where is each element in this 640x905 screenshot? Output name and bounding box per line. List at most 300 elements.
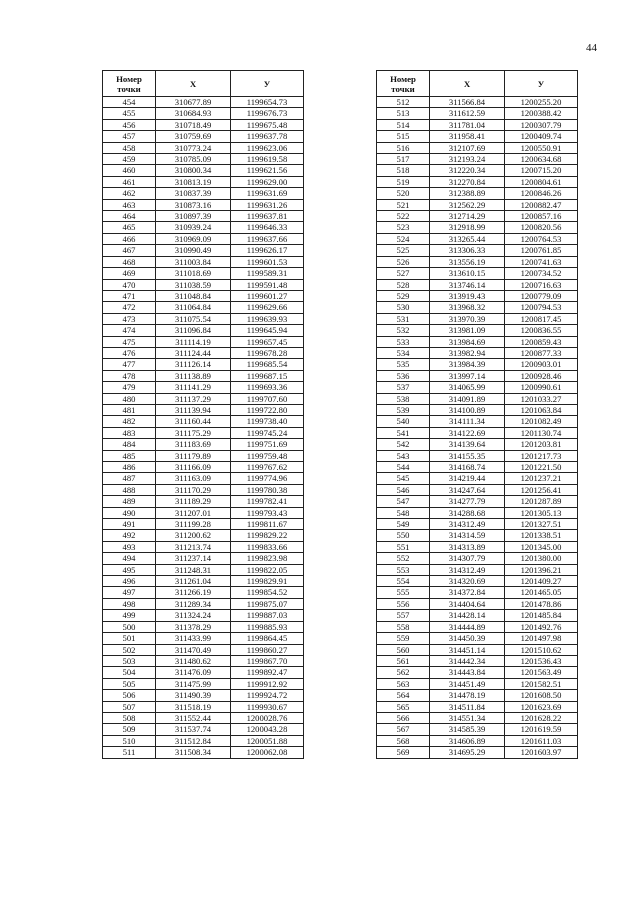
y-coordinate-cell: 1199693.36 (231, 382, 304, 393)
x-coordinate-cell: 314155.35 (430, 450, 505, 461)
x-coordinate-cell: 311213.74 (156, 541, 231, 552)
table-row (377, 188, 578, 199)
table-row (377, 519, 578, 530)
point-number-cell: 525 (377, 245, 430, 256)
coordinates-table-right (376, 70, 578, 759)
x-coordinate-cell: 311518.19 (156, 701, 231, 712)
x-coordinate-cell: 311163.09 (156, 473, 231, 484)
x-coordinate-cell: 314606.89 (430, 735, 505, 746)
x-coordinate-cell: 314247.64 (430, 484, 505, 495)
x-coordinate-cell: 311137.29 (156, 393, 231, 404)
y-coordinate-cell: 1201603.97 (505, 747, 578, 758)
table-row (103, 279, 304, 290)
y-coordinate-cell: 1199829.22 (231, 530, 304, 541)
table-row (103, 701, 304, 712)
y-coordinate-cell: 1199654.73 (231, 97, 304, 108)
x-coordinate-cell: 311537.74 (156, 724, 231, 735)
y-coordinate-cell: 1199631.69 (231, 188, 304, 199)
point-number-cell: 528 (377, 279, 430, 290)
table-header-row (103, 71, 304, 97)
table-row (103, 519, 304, 530)
x-coordinate-cell: 311958.41 (430, 131, 505, 142)
y-coordinate-cell: 1201221.50 (505, 462, 578, 473)
table-row (103, 268, 304, 279)
table-row (377, 530, 578, 541)
point-number-cell: 540 (377, 416, 430, 427)
table-row (103, 484, 304, 495)
point-number-cell: 553 (377, 564, 430, 575)
table-row (377, 690, 578, 701)
table-row (377, 268, 578, 279)
x-header: X (156, 71, 231, 97)
x-coordinate-cell: 311612.59 (430, 108, 505, 119)
point-number-cell: 496 (103, 576, 156, 587)
table-row (377, 473, 578, 484)
table-row (103, 290, 304, 301)
point-number-cell: 569 (377, 747, 430, 758)
x-coordinate-cell: 311038.59 (156, 279, 231, 290)
y-coordinate-cell: 1201563.49 (505, 667, 578, 678)
table-row (377, 655, 578, 666)
table-row (103, 325, 304, 336)
table-row (103, 416, 304, 427)
x-coordinate-cell: 311470.49 (156, 644, 231, 655)
y-coordinate-cell: 1200255.20 (505, 97, 578, 108)
point-number-cell: 510 (103, 735, 156, 746)
y-coordinate-cell: 1199687.15 (231, 370, 304, 381)
x-coordinate-cell: 314695.29 (430, 747, 505, 758)
y-coordinate-cell: 1199887.03 (231, 610, 304, 621)
y-coordinate-cell: 1201478.86 (505, 598, 578, 609)
point-number-cell: 483 (103, 427, 156, 438)
y-coordinate-cell: 1200820.56 (505, 222, 578, 233)
table-row (377, 644, 578, 655)
point-number-cell: 491 (103, 519, 156, 530)
y-coordinate-cell: 1200734.52 (505, 268, 578, 279)
y-coordinate-cell: 1200761.85 (505, 245, 578, 256)
point-number-cell: 475 (103, 336, 156, 347)
x-coordinate-cell: 311048.84 (156, 290, 231, 301)
y-coordinate-cell: 1201619.59 (505, 724, 578, 735)
table-row (103, 222, 304, 233)
table-row (377, 233, 578, 244)
point-number-cell: 470 (103, 279, 156, 290)
y-coordinate-cell: 1199676.73 (231, 108, 304, 119)
point-number-cell: 537 (377, 382, 430, 393)
x-coordinate-cell: 310897.39 (156, 211, 231, 222)
point-number-cell: 465 (103, 222, 156, 233)
x-coordinate-cell: 311075.54 (156, 313, 231, 324)
table-row (103, 427, 304, 438)
y-coordinate-cell: 1199782.41 (231, 496, 304, 507)
y-coordinate-cell: 1201338.51 (505, 530, 578, 541)
point-number-cell: 474 (103, 325, 156, 336)
x-coordinate-cell: 314277.79 (430, 496, 505, 507)
table-row (377, 222, 578, 233)
point-number-cell: 567 (377, 724, 430, 735)
table-row (377, 735, 578, 746)
y-coordinate-cell: 1201623.69 (505, 701, 578, 712)
x-coordinate-cell: 310969.09 (156, 233, 231, 244)
point-number-cell: 511 (103, 747, 156, 758)
x-coordinate-cell: 311508.34 (156, 747, 231, 758)
point-number-cell: 466 (103, 233, 156, 244)
y-coordinate-cell: 1200715.20 (505, 165, 578, 176)
point-number-cell: 488 (103, 484, 156, 495)
y-coordinate-cell: 1201409.27 (505, 576, 578, 587)
table-row (377, 541, 578, 552)
x-coordinate-cell: 312107.69 (430, 142, 505, 153)
table-header-row (377, 71, 578, 97)
x-coordinate-cell: 310837.39 (156, 188, 231, 199)
table-row (377, 587, 578, 598)
y-coordinate-cell: 1200764.53 (505, 233, 578, 244)
y-coordinate-cell: 1199912.92 (231, 678, 304, 689)
y-coordinate-cell: 1200903.01 (505, 359, 578, 370)
table-row (103, 598, 304, 609)
x-coordinate-cell: 313984.39 (430, 359, 505, 370)
point-number-cell: 549 (377, 519, 430, 530)
table-row (377, 747, 578, 758)
table-row (103, 404, 304, 415)
y-coordinate-cell: 1200794.53 (505, 302, 578, 313)
point-number-cell: 532 (377, 325, 430, 336)
point-number-cell: 463 (103, 199, 156, 210)
point-number-cell: 534 (377, 347, 430, 358)
table-row (377, 450, 578, 461)
y-coordinate-cell: 1199875.07 (231, 598, 304, 609)
point-number-cell: 480 (103, 393, 156, 404)
table-row (103, 587, 304, 598)
table-row (377, 404, 578, 415)
point-number-cell: 533 (377, 336, 430, 347)
table-row (103, 245, 304, 256)
table-row (377, 199, 578, 210)
table-row (103, 336, 304, 347)
x-coordinate-cell: 313265.44 (430, 233, 505, 244)
table-row (377, 701, 578, 712)
x-header: X (430, 71, 505, 97)
point-number-cell: 467 (103, 245, 156, 256)
y-coordinate-cell: 1199829.91 (231, 576, 304, 587)
y-coordinate-cell: 1201082.49 (505, 416, 578, 427)
x-coordinate-cell: 311199.28 (156, 519, 231, 530)
x-coordinate-cell: 314450.39 (430, 633, 505, 644)
point-number-cell: 505 (103, 678, 156, 689)
x-coordinate-cell: 310800.34 (156, 165, 231, 176)
table-row (377, 290, 578, 301)
x-coordinate-cell: 314111.34 (430, 416, 505, 427)
point-number-cell: 460 (103, 165, 156, 176)
point-number-cell: 560 (377, 644, 430, 655)
x-coordinate-cell: 311475.99 (156, 678, 231, 689)
point-number-cell: 472 (103, 302, 156, 313)
point-number-cell: 485 (103, 450, 156, 461)
y-coordinate-cell: 1199822.05 (231, 564, 304, 575)
x-coordinate-cell: 314442.34 (430, 655, 505, 666)
x-coordinate-cell: 314288.68 (430, 507, 505, 518)
point-number-cell: 507 (103, 701, 156, 712)
x-coordinate-cell: 314168.74 (430, 462, 505, 473)
x-coordinate-cell: 310813.19 (156, 176, 231, 187)
y-coordinate-cell: 1201582.51 (505, 678, 578, 689)
point-number-cell: 539 (377, 404, 430, 415)
point-number-cell: 519 (377, 176, 430, 187)
table-row (103, 678, 304, 689)
y-coordinate-cell: 1200043.28 (231, 724, 304, 735)
y-coordinate-cell: 1199867.70 (231, 655, 304, 666)
table-row (377, 667, 578, 678)
table-row (103, 233, 304, 244)
table-row (377, 279, 578, 290)
point-number-cell: 527 (377, 268, 430, 279)
x-coordinate-cell: 312220.34 (430, 165, 505, 176)
y-coordinate-cell: 1200028.76 (231, 712, 304, 723)
point-number-cell: 458 (103, 142, 156, 153)
table-row (103, 359, 304, 370)
point-number-cell: 455 (103, 108, 156, 119)
table-row (103, 541, 304, 552)
x-coordinate-cell: 311237.14 (156, 553, 231, 564)
table-row (103, 199, 304, 210)
x-coordinate-cell: 311064.84 (156, 302, 231, 313)
point-number-cell: 542 (377, 439, 430, 450)
point-number-cell: 544 (377, 462, 430, 473)
y-coordinate-cell: 1201510.62 (505, 644, 578, 655)
table-row (103, 97, 304, 108)
y-coordinate-cell: 1199767.62 (231, 462, 304, 473)
point-number-cell: 484 (103, 439, 156, 450)
y-coordinate-cell: 1199646.33 (231, 222, 304, 233)
point-number-cell: 493 (103, 541, 156, 552)
table-row (377, 347, 578, 358)
x-coordinate-cell: 314585.39 (430, 724, 505, 735)
point-number-cell: 502 (103, 644, 156, 655)
x-coordinate-cell: 314065.99 (430, 382, 505, 393)
table-row (377, 496, 578, 507)
point-number-cell: 479 (103, 382, 156, 393)
y-coordinate-cell: 1199722.80 (231, 404, 304, 415)
x-coordinate-cell: 311476.09 (156, 667, 231, 678)
y-coordinate-cell: 1201256.41 (505, 484, 578, 495)
y-coordinate-cell: 1201380.00 (505, 553, 578, 564)
y-coordinate-cell: 1200741.63 (505, 256, 578, 267)
point-number-cell: 476 (103, 347, 156, 358)
table-row (377, 576, 578, 587)
table-row (377, 359, 578, 370)
y-coordinate-cell: 1201033.27 (505, 393, 578, 404)
y-coordinate-cell: 1201465.05 (505, 587, 578, 598)
table-row (103, 667, 304, 678)
y-coordinate-cell: 1199675.48 (231, 119, 304, 130)
y-coordinate-cell: 1200882.47 (505, 199, 578, 210)
table-row (377, 393, 578, 404)
point-number-cell: 508 (103, 712, 156, 723)
x-coordinate-cell: 314511.84 (430, 701, 505, 712)
x-coordinate-cell: 314404.64 (430, 598, 505, 609)
table-row (103, 450, 304, 461)
point-number-cell: 562 (377, 667, 430, 678)
table-row (103, 576, 304, 587)
x-coordinate-cell: 311324.24 (156, 610, 231, 621)
point-number-cell: 459 (103, 154, 156, 165)
table-row (103, 712, 304, 723)
point-number-cell: 563 (377, 678, 430, 689)
table-row (377, 564, 578, 575)
x-coordinate-cell: 311096.84 (156, 325, 231, 336)
table-row (103, 507, 304, 518)
point-number-cell: 530 (377, 302, 430, 313)
table-row (103, 165, 304, 176)
point-number-cell: 512 (377, 97, 430, 108)
point-number-cell: 500 (103, 621, 156, 632)
table-row (103, 462, 304, 473)
x-coordinate-cell: 314139.64 (430, 439, 505, 450)
point-number-cell: 550 (377, 530, 430, 541)
y-coordinate-cell: 1201217.73 (505, 450, 578, 461)
y-coordinate-cell: 1201130.74 (505, 427, 578, 438)
x-coordinate-cell: 311183.69 (156, 439, 231, 450)
x-coordinate-cell: 310773.24 (156, 142, 231, 153)
y-coordinate-cell: 1199774.96 (231, 473, 304, 484)
y-coordinate-cell: 1199892.47 (231, 667, 304, 678)
point-number-cell: 564 (377, 690, 430, 701)
y-coordinate-cell: 1199629.00 (231, 176, 304, 187)
point-number-cell: 535 (377, 359, 430, 370)
table-row (377, 142, 578, 153)
point-number-cell: 498 (103, 598, 156, 609)
table-row (377, 119, 578, 130)
table-row (103, 610, 304, 621)
table-row (377, 633, 578, 644)
point-number-cell: 568 (377, 735, 430, 746)
point-number-cell: 494 (103, 553, 156, 564)
point-number-cell: 461 (103, 176, 156, 187)
y-coordinate-cell: 1199623.06 (231, 142, 304, 153)
x-coordinate-cell: 311207.01 (156, 507, 231, 518)
y-coordinate-cell: 1199626.17 (231, 245, 304, 256)
y-coordinate-cell: 1200409.74 (505, 131, 578, 142)
x-coordinate-cell: 312270.84 (430, 176, 505, 187)
table-row (103, 154, 304, 165)
y-coordinate-cell: 1199637.78 (231, 131, 304, 142)
table-row (103, 553, 304, 564)
table-row (377, 610, 578, 621)
y-coordinate-cell: 1199745.24 (231, 427, 304, 438)
y-coordinate-cell: 1200634.68 (505, 154, 578, 165)
x-coordinate-cell: 311289.34 (156, 598, 231, 609)
y-coordinate-cell: 1201485.84 (505, 610, 578, 621)
y-coordinate-cell: 1200779.09 (505, 290, 578, 301)
y-coordinate-cell: 1199601.53 (231, 256, 304, 267)
y-coordinate-cell: 1201305.13 (505, 507, 578, 518)
table-row (103, 382, 304, 393)
point-number-cell: 517 (377, 154, 430, 165)
y-coordinate-cell: 1200857.16 (505, 211, 578, 222)
y-coordinate-cell: 1199854.52 (231, 587, 304, 598)
table-row (103, 564, 304, 575)
y-coordinate-cell: 1200836.55 (505, 325, 578, 336)
x-coordinate-cell: 312193.24 (430, 154, 505, 165)
y-coordinate-cell: 1199738.40 (231, 416, 304, 427)
y-coordinate-cell: 1201237.21 (505, 473, 578, 484)
y-coordinate-cell: 1201396.21 (505, 564, 578, 575)
x-coordinate-cell: 311124.44 (156, 347, 231, 358)
point-number-cell: 456 (103, 119, 156, 130)
x-coordinate-cell: 311200.62 (156, 530, 231, 541)
table-row (103, 473, 304, 484)
x-coordinate-cell: 312388.89 (430, 188, 505, 199)
table-row (377, 211, 578, 222)
point-number-cell: 516 (377, 142, 430, 153)
y-coordinate-cell: 1199678.28 (231, 347, 304, 358)
y-coordinate-cell: 1199751.69 (231, 439, 304, 450)
x-coordinate-cell: 314320.69 (430, 576, 505, 587)
x-coordinate-cell: 314091.89 (430, 393, 505, 404)
table-row (377, 108, 578, 119)
table-row (103, 439, 304, 450)
table-row (103, 644, 304, 655)
y-coordinate-cell: 1201608.50 (505, 690, 578, 701)
table-row (377, 154, 578, 165)
point-number-cell: 536 (377, 370, 430, 381)
point-number-cell: 552 (377, 553, 430, 564)
y-coordinate-cell: 1199793.43 (231, 507, 304, 518)
y-coordinate-cell: 1201497.98 (505, 633, 578, 644)
y-coordinate-cell: 1200990.61 (505, 382, 578, 393)
y-coordinate-cell: 1201287.89 (505, 496, 578, 507)
x-coordinate-cell: 311018.69 (156, 268, 231, 279)
x-coordinate-cell: 310684.93 (156, 108, 231, 119)
x-coordinate-cell: 311378.29 (156, 621, 231, 632)
point-number-cell: 521 (377, 199, 430, 210)
table-row (377, 553, 578, 564)
table-row (103, 530, 304, 541)
table-row (103, 108, 304, 119)
table-row (377, 382, 578, 393)
table-row (103, 655, 304, 666)
point-number-cell: 531 (377, 313, 430, 324)
y-coordinate-cell: 1199637.66 (231, 233, 304, 244)
y-coordinate-cell: 1199823.98 (231, 553, 304, 564)
point-number-cell: 554 (377, 576, 430, 587)
x-coordinate-cell: 311552.44 (156, 712, 231, 723)
point-number-cell: 522 (377, 211, 430, 222)
point-number-cell: 462 (103, 188, 156, 199)
y-coordinate-cell: 1201611.03 (505, 735, 578, 746)
y-coordinate-cell: 1199619.58 (231, 154, 304, 165)
point-number-cell: 471 (103, 290, 156, 301)
x-coordinate-cell: 311141.29 (156, 382, 231, 393)
x-coordinate-cell: 310718.49 (156, 119, 231, 130)
table-row (103, 313, 304, 324)
y-coordinate-cell: 1199591.48 (231, 279, 304, 290)
y-coordinate-cell: 1200877.33 (505, 347, 578, 358)
point-number-cell: 499 (103, 610, 156, 621)
table-row (377, 245, 578, 256)
x-coordinate-cell: 311433.99 (156, 633, 231, 644)
x-coordinate-cell: 310939.24 (156, 222, 231, 233)
y-coordinate-cell: 1199780.38 (231, 484, 304, 495)
table-row (103, 621, 304, 632)
x-coordinate-cell: 314478.19 (430, 690, 505, 701)
y-header: У (231, 71, 304, 97)
table-row (377, 131, 578, 142)
x-coordinate-cell: 310785.09 (156, 154, 231, 165)
point-number-cell: 548 (377, 507, 430, 518)
x-coordinate-cell: 311170.29 (156, 484, 231, 495)
table-row (103, 188, 304, 199)
